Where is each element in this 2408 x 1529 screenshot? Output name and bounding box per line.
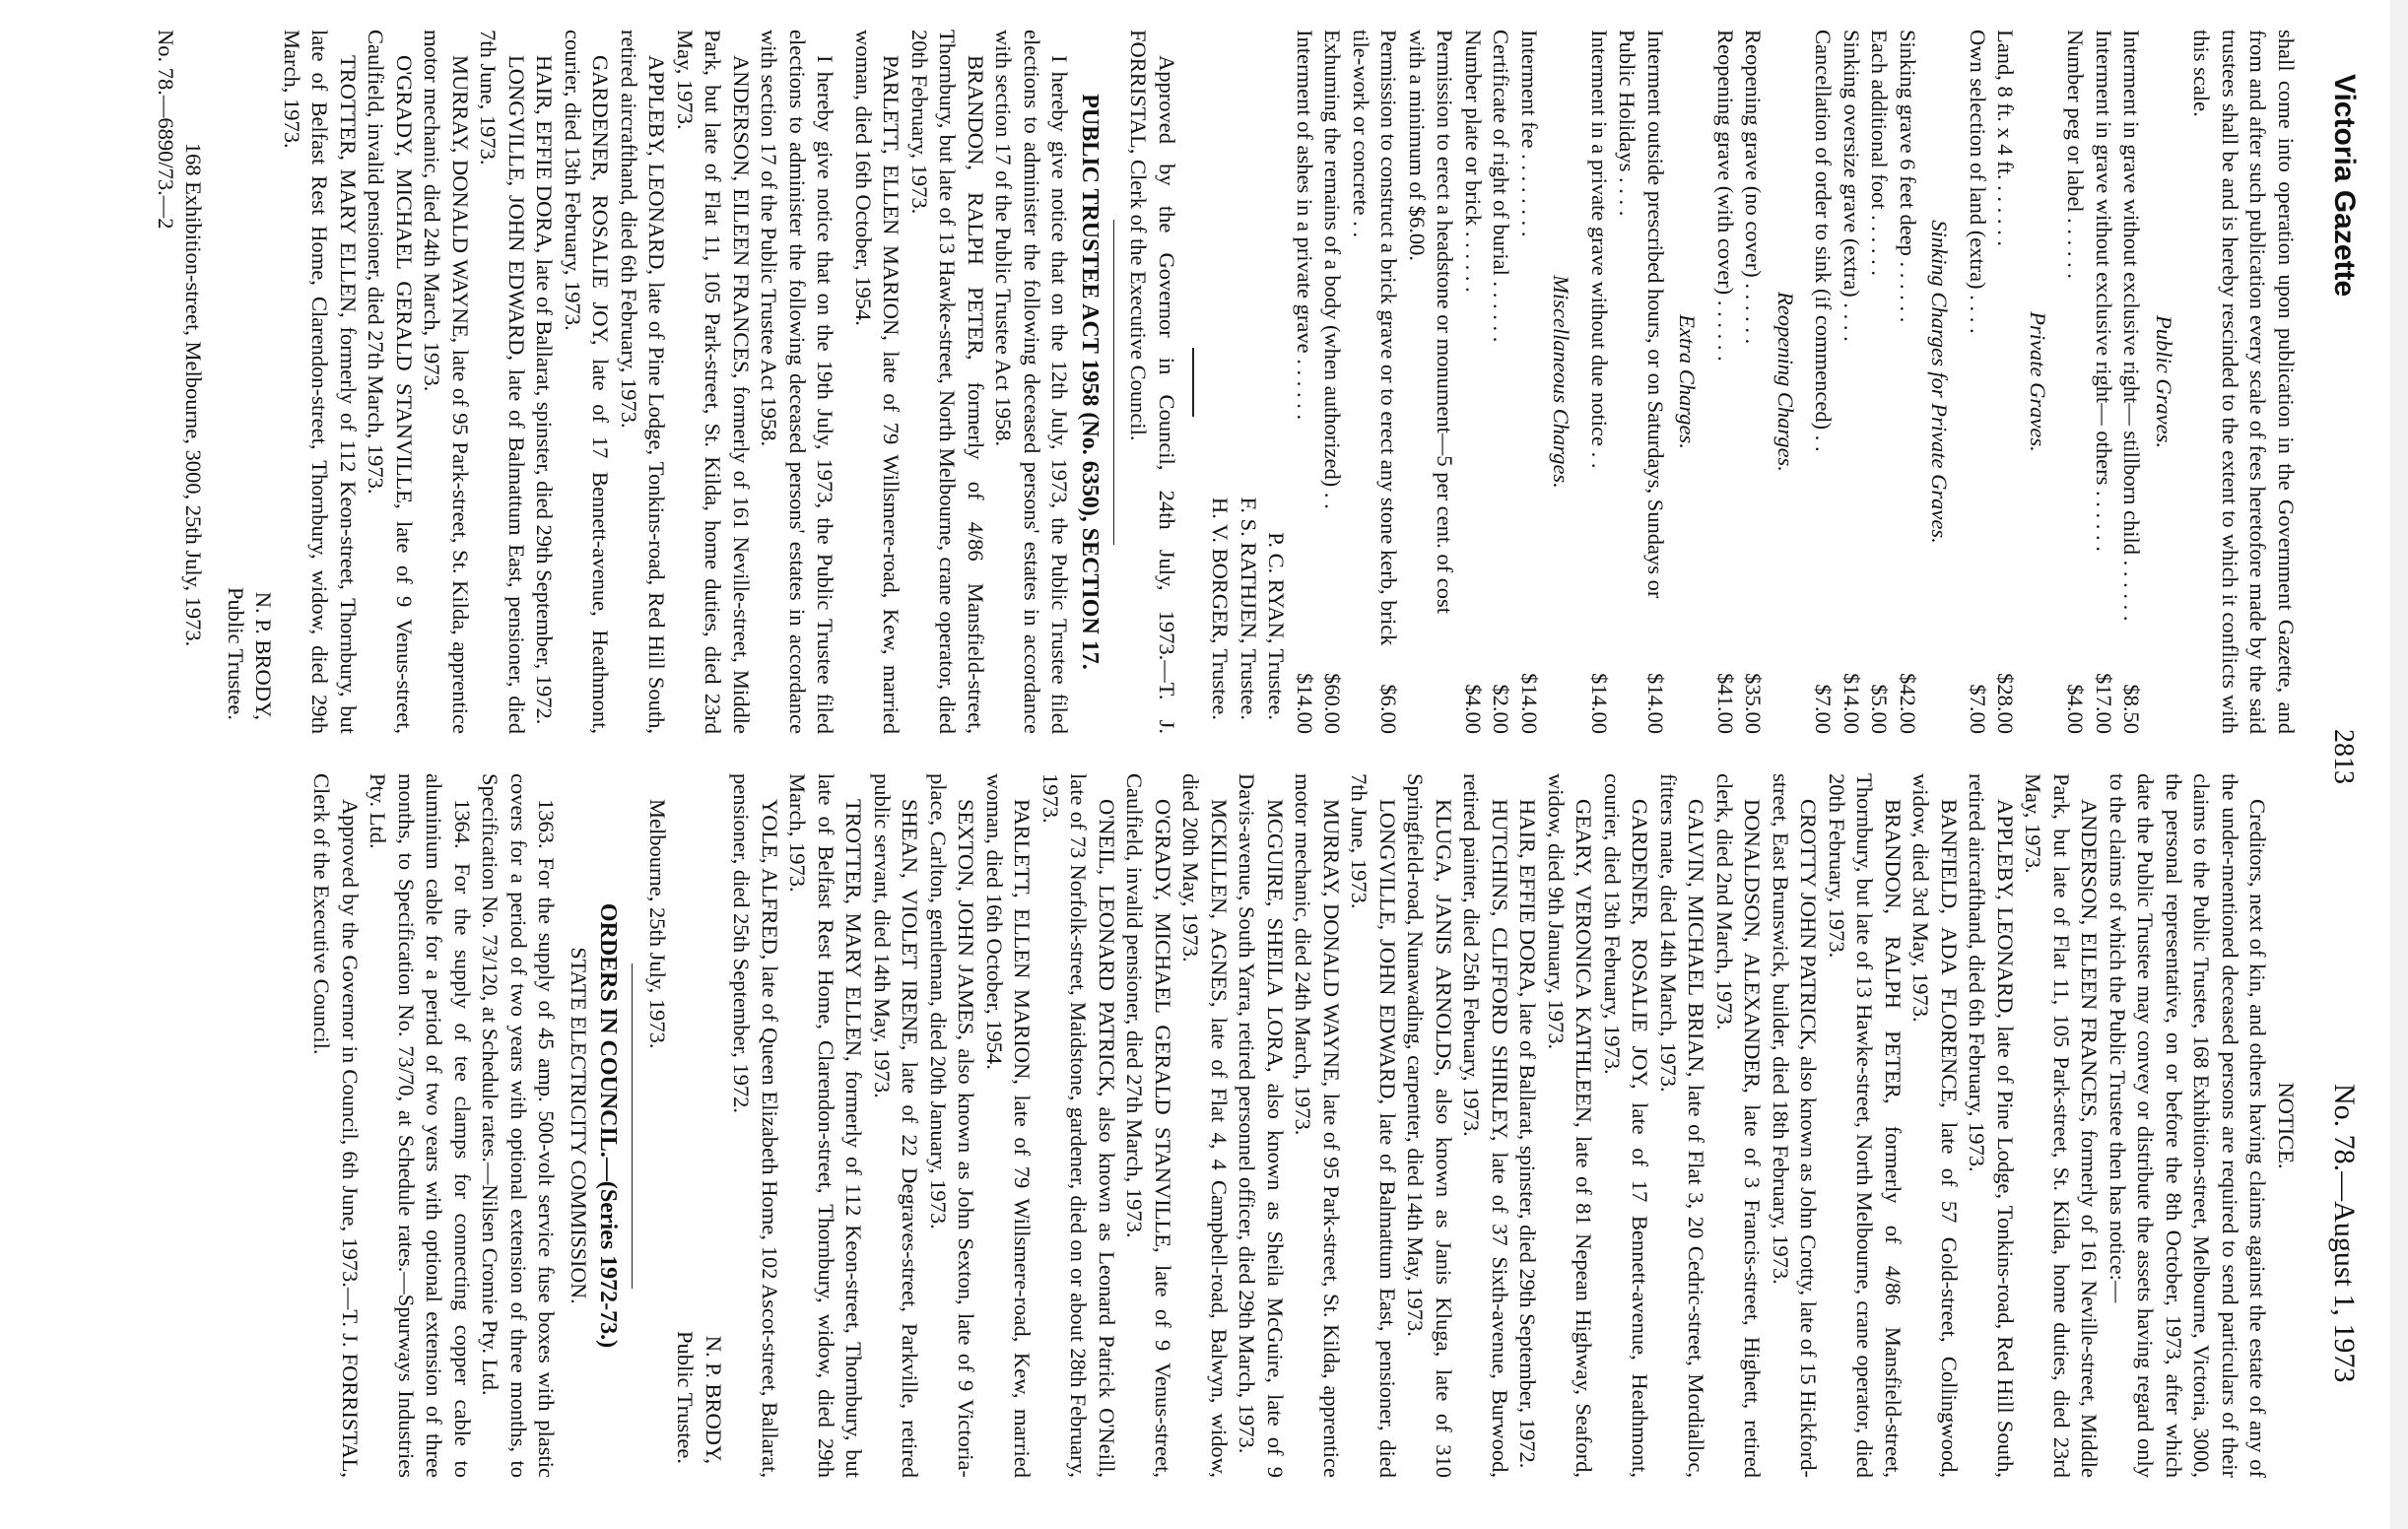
estate-detail: formerly of 4/86 Mansfield-street, Thornbury, but late of 13 Hawke-street, North Melbourne, crane operator, died 20th February, 1973. xyxy=(907,30,988,734)
estate-entry xyxy=(1176,773,1233,1478)
estate-name: O'GRADY, MICHAEL GERALD STANVILLE, xyxy=(392,55,417,509)
act-heading: PUBLIC TRUSTEE ACT 1958 (No. 6350), SECTION 17. xyxy=(1077,94,1103,670)
trustee-signature: P. C. RYAN, Trustee. xyxy=(1264,532,1290,720)
misc-list xyxy=(1291,30,1544,734)
fee-amount: $7.00 xyxy=(1811,684,1837,734)
fee-amount: $14.00 xyxy=(1293,673,1317,734)
estate-detail: late of 79 Willsmere-road, Kew, married woman, died 16th October, 1954. xyxy=(851,30,904,734)
estate-entry xyxy=(1037,773,1121,1478)
estate-detail: late of 37 Sixth-avenue, Burwood, retired painter, died 25th February, 1973. xyxy=(1459,773,1512,1478)
estate-name: PARLETT, ELLEN MARION, xyxy=(879,55,904,341)
fee-row xyxy=(1865,30,1894,734)
estate-entry xyxy=(1289,773,1345,1478)
estate-detail: also known as John Crotty, late of 15 Hickford-street, East Brunswick, builder, died 18th February, 1973. xyxy=(1769,773,1822,1478)
estate-detail: late of Balmattum East, pensioner, died 7th June, 1973. xyxy=(1347,773,1400,1478)
issue-date: No. 78.—August 1, 1973 xyxy=(2328,1084,2361,1383)
estate-name: HUTCHINS, CLIFFORD SHIRLEY, xyxy=(1488,799,1512,1142)
extra-list xyxy=(1585,30,1670,734)
fee-amount: $17.00 xyxy=(2092,673,2116,734)
estate-entry xyxy=(671,30,756,734)
estate-entry xyxy=(1598,773,1654,1478)
trustee-signature: H. V. BORGER, Trustee. xyxy=(1208,497,1234,720)
reopening-list xyxy=(1711,30,1768,734)
estate-detail: also known as Leonard Patrick O'Neill, late of 73 Norfolk-street, Maidstone, gardener, died on or about 28th February, 1973. xyxy=(1038,773,1119,1479)
fee-amount: $8.50 xyxy=(2119,684,2145,734)
fee-amount: $41.00 xyxy=(1713,673,1738,734)
estate-name: TROTTER, MARY ELLEN, xyxy=(841,799,867,1062)
estate-detail: late of 9 Venus-street, Caulfield, invalid pensioner, died 27th March, 1973. xyxy=(1122,773,1175,1479)
estate-name: HAIR, EFFIE DORA, xyxy=(1515,799,1541,998)
public-graves-heading: Public Graves. xyxy=(2152,315,2176,448)
fee-label: Cancellation of order to sink (if commenced) . . xyxy=(1811,30,1837,452)
signature-title: Public Trustee. xyxy=(673,1330,699,1464)
estate-name: APPLEBY, LEONARD, xyxy=(1993,799,2018,1020)
estate-name: APPLEBY, LEONARD, xyxy=(644,55,670,276)
estate-detail: late of 17 Bennett-avenue, Heathmont, courier, died 13th February, 1973. xyxy=(561,30,614,734)
estate-detail: formerly of 112 Keon-street, Thornbury, but late of Belfast Rest Home, Clarendon-street, Thornbury, widow, died 29th March, 1973. xyxy=(785,773,867,1478)
estate-detail: also known as Sheila McGuire, late of 9 Davis-avenue, South Yarra, retired personnel officer, died 29th March, 1973. xyxy=(1235,773,1288,1478)
misc-heading: Miscellaneous Charges. xyxy=(1549,275,1574,489)
fee-amount: $28.00 xyxy=(1993,673,2019,734)
estate-name: MURRAY, DONALD WAYNE, xyxy=(1319,799,1344,1088)
fee-row xyxy=(1838,30,1866,734)
estate-name: SEXTON, JOHN JAMES, xyxy=(954,799,979,1041)
estate-name: HAIR, EFFIE DORA, xyxy=(532,55,558,254)
estate-detail: late of 95 Park-street, St. Kilda, apprentice motor mechanic, died 24th March, 1973. xyxy=(1291,773,1344,1479)
creditor-notice-list xyxy=(727,773,2104,1478)
estate-name: MURRAY, DONALD WAYNE, xyxy=(448,55,473,344)
fee-label: Number plate or brick . . . . . . xyxy=(1461,30,1486,293)
estate-entry xyxy=(362,30,418,734)
office-address: 168 Exhibition-street, Melbourne, 3000, 25th July, 1973. xyxy=(181,142,207,647)
fee-label: Land, 8 ft. x 4 ft. . . . . . . xyxy=(1993,30,2019,246)
estate-detail: late of 9 Venus-street, Caulfield, invalid pensioner, died 27th March, 1973. xyxy=(364,30,417,735)
fee-amount: $42.00 xyxy=(1896,673,1920,734)
estate-detail: formerly of 112 Keon-street, Thornbury, but late of Belfast Rest Home, Clarendon-street, Thornbury, widow, died 29th March, 1973. xyxy=(280,30,361,734)
estate-entry xyxy=(783,773,868,1478)
commission-heading: STATE ELECTRICITY COMMISSION. xyxy=(567,947,591,1304)
estate-name: YOLE, ALFRED, xyxy=(758,799,782,961)
estate-entry xyxy=(1345,773,1401,1478)
fee-label: Permission to erect a headstone or monument—5 per cent. of cost with a minimum of $6.00. xyxy=(1405,30,1458,614)
reference-number: No. 78.—6890/73.—2 xyxy=(154,30,178,230)
signature-name: N. P. BRODY, xyxy=(251,591,277,720)
estate-name: BRANDON, RALPH PETER, xyxy=(1881,799,1906,1104)
fee-amount: $6.00 xyxy=(1376,684,1402,734)
notice-heading: NOTICE. xyxy=(2274,1082,2299,1169)
estate-name: TROTTER, MARY ELLEN, xyxy=(336,55,361,318)
orders-heading: ORDERS IN COUNCIL.—(Series 1972-73.) xyxy=(595,902,622,1349)
estate-detail: late of 57 Gold-street, Collingwood, widow, died 3rd May, 1973. xyxy=(1908,773,1962,1478)
scale-intro: shall come into operation upon publication in the Government Gazette, and from and after such publication every scale of fees heretofore made by the said trustees shall be and is hereby rescinded to the extent to which it conflicts with this scale. xyxy=(2189,30,2299,734)
fee-amount xyxy=(1403,655,1459,734)
estate-name: SHEAN, VIOLET IRENE, xyxy=(898,799,923,1051)
fee-row xyxy=(1459,30,1488,734)
fee-amount: $35.00 xyxy=(1741,673,1767,734)
estate-entry xyxy=(924,773,980,1478)
fee-label: Interment of ashes in a private grave . . . . . . xyxy=(1293,30,1317,421)
estate-detail: formerly of 4/86 Mansfield-street, Thornbury, but late of 13 Hawke-street, North Melbourne, crane operator, died 20th February, 1973. xyxy=(1825,773,1906,1478)
estate-detail: late of 79 Willsmere-road, Kew, married woman, died 16th October, 1954. xyxy=(982,773,1036,1478)
estate-detail: formerly of 161 Neville-street, Middle Park, but late of Flat 11, 105 Park-street, St. Kilda, home duties, died 23rd May, 1973. xyxy=(673,30,754,734)
fee-row xyxy=(1515,30,1544,734)
fee-label: Interment outside prescribed hours, or on Saturdays, Sundays or Public Holidays . . . . xyxy=(1615,30,1668,599)
sinking-heading: Sinking Charges for Private Graves. xyxy=(1927,220,1953,544)
estate-entry xyxy=(559,30,615,734)
trustee-signature: F. S. RATHJEN, Trustee. xyxy=(1237,497,1261,720)
order-item: 1364. For the supply of tee clamps for connecting copper cable to aluminium cable for a period of two years with optional extension of three months, to Specification No. 73/70, at Schedule rates.—Spurways Industries Pty. Ltd. xyxy=(366,773,475,1478)
estate-name: GALVIN, MICHAEL BRIAN, xyxy=(1684,799,1709,1078)
left-column xyxy=(152,30,2301,734)
estate-entry xyxy=(1654,773,1710,1478)
estate-entry xyxy=(1767,773,1823,1478)
estate-entry xyxy=(849,30,905,734)
estate-detail: late of 17 Bennett-avenue, Heathmont, courier, died 13th February, 1973. xyxy=(1600,773,1653,1478)
estate-detail: formerly of 161 Neville-street, Middle Park, but late of Flat 11, 105 Park-street, St. Kilda, home duties, died 23rd May, 1973. xyxy=(2021,773,2103,1478)
estate-entry xyxy=(1542,773,1598,1478)
fee-amount: $14.00 xyxy=(1839,673,1864,734)
estate-detail: late of 22 Degraves-street, Parkville, retired public servant, died 14th May, 1973. xyxy=(870,773,923,1478)
fee-row xyxy=(1403,30,1459,734)
fee-label: Sinking grave 6 feet deep . . . . . . xyxy=(1896,30,1920,323)
estate-entry xyxy=(727,773,783,1478)
estate-name: CROTTY JOHN PATRICK, xyxy=(1796,799,1822,1051)
estate-detail: late of Pine Lodge, Tonkins-road, Red Hill South, retired aircrafthand, died 6th February, 1973. xyxy=(1965,773,2018,1478)
estate-detail: late of Ballarat, spinster, died 29th September, 1972. xyxy=(1515,1002,1541,1469)
public-graves-list xyxy=(2061,30,2146,734)
fee-label: Each additional foot . . . . . . xyxy=(1867,30,1893,276)
place-date: Melbourne, 25th July, 1973. xyxy=(645,799,670,1049)
estate-entry xyxy=(1710,773,1767,1478)
fee-label: Permission to construct a brick grave or to erect any stone kerb, brick tile-work or concrete . . xyxy=(1349,30,1402,646)
fee-amount: $60.00 xyxy=(1320,673,1346,734)
estate-entry xyxy=(1823,773,1907,1478)
estate-entry xyxy=(1401,773,1457,1478)
estate-name: BANFIELD, ADA FLORENCE, xyxy=(1937,799,1962,1108)
estate-name: DONALDSON, ALEXANDER, xyxy=(1740,799,1766,1094)
estate-name: MCKILLEN, AGNES, xyxy=(1207,799,1232,1008)
extra-heading: Extra Charges. xyxy=(1675,314,1701,449)
fee-label: Interment fee . . . . . . . . xyxy=(1517,30,1542,237)
estate-name: BRANDON, RALPH PETER, xyxy=(964,55,988,361)
estate-name: GARDENER, ROSALIE JOY, xyxy=(1628,799,1653,1090)
estate-entry xyxy=(278,30,363,734)
fee-label: Certificate of right of burial . . . . . . xyxy=(1489,30,1514,343)
estate-name: LONGVILLE, JOHN EDWARD, xyxy=(504,55,529,361)
fee-label: Sinking oversize grave (extra) . . . . xyxy=(1839,30,1864,342)
estate-detail: late of Balmattum East, pensioner, died 7th June, 1973. xyxy=(476,30,529,734)
estate-detail: late of Queen Elizabeth Home, 102 Ascot-street, Ballarat, pensioner, died 25th September, 1972. xyxy=(729,773,782,1478)
fee-amount: $14.00 xyxy=(1587,673,1612,734)
fee-row xyxy=(1739,30,1768,734)
estate-name: KLUGA, JANIS ARNOLDS, xyxy=(1432,799,1456,1077)
gazette-title: Victoria Gazette xyxy=(2328,74,2361,298)
estate-name: O'NEIL, LEONARD PATRICK, xyxy=(1095,799,1119,1097)
estate-entry xyxy=(418,30,474,734)
fee-row xyxy=(1318,30,1347,734)
approval-note: Approved by the Governor in Council, 6th June, 1973.—T. J. FORRISTAL, Clerk of the Executive Council. xyxy=(309,773,363,1478)
estate-name: O'GRADY, MICHAEL GERALD STANVILLE, xyxy=(1151,799,1175,1253)
estate-name: MCGUIRE, SHEILA LORA, xyxy=(1263,799,1288,1073)
estate-entry xyxy=(1513,773,1542,1478)
notice-paragraph: I hereby give notice that on the 12th July, 1973, the Public Trustee filed elections to administer the following deceased persons' estates in accordance with section 17 of the Public Trustee Act 1958. xyxy=(991,30,1073,734)
fee-amount: $4.00 xyxy=(1461,684,1486,734)
estate-detail: late of Pine Lodge, Tonkins-road, Red Hill South, retired aircrafthand, died 6th February, 1973. xyxy=(617,30,670,734)
fee-row xyxy=(1291,30,1319,734)
estate-entry xyxy=(1233,773,1289,1478)
fee-row xyxy=(2090,30,2118,734)
estate-entry xyxy=(530,30,559,734)
fee-label: Reopening grave (no cover) . . . . . . xyxy=(1741,30,1767,345)
divider xyxy=(1192,348,1194,417)
fee-label: Exhuming the remains of a body (when authorized) . . xyxy=(1320,30,1346,509)
fee-row xyxy=(1991,30,2020,734)
estate-entry xyxy=(1906,773,1963,1478)
fee-row xyxy=(1347,30,1403,734)
fee-row xyxy=(2117,30,2146,734)
estate-detail: late of 95 Park-street, St. Kilda, apprentice motor mechanic, died 24th March, 1973. xyxy=(420,30,473,735)
sinking-list xyxy=(1809,30,1921,734)
estate-name: LONGVILLE, JOHN EDWARD, xyxy=(1375,799,1400,1104)
fee-row xyxy=(1964,30,1992,734)
approval-note: Approved by the Governor in Council, 24th July, 1973.—T. J. FORRISTAL, Clerk of the Executive Council. xyxy=(1126,30,1179,734)
estate-name: ANDERSON, EILEEN FRANCES, xyxy=(729,55,754,379)
fee-row xyxy=(2061,30,2090,734)
private-graves-list xyxy=(1964,30,2020,734)
fee-row xyxy=(1809,30,1838,734)
private-graves-heading: Private Graves. xyxy=(2026,311,2050,452)
fee-label: Interment in grave without exclusive right— others . . . . . . xyxy=(2092,30,2116,552)
fee-amount: $4.00 xyxy=(2063,684,2089,734)
estate-entry xyxy=(1963,773,2019,1478)
right-column xyxy=(307,773,2300,1478)
estate-name: GARDENER, ROSALIE JOY, xyxy=(588,55,614,346)
fee-amount: $5.00 xyxy=(1867,684,1893,734)
estate-entry xyxy=(2019,773,2104,1478)
estate-detail: also known as John Sexton, late of 9 Victoria-place, Carlton, gentleman, died 20th January, 1973. xyxy=(926,773,979,1478)
signature-title: Public Trustee. xyxy=(224,586,248,720)
estate-detail: also known as Janis Kluga, late of 310 Springfield-road, Nunawading, carpenter, died 14th May, 1973. xyxy=(1403,773,1456,1478)
fee-row xyxy=(1894,30,1922,734)
estate-detail: late of 3 Francis-street, Highett, retired clerk, died 2nd March, 1973. xyxy=(1712,773,1766,1478)
page-header xyxy=(2300,0,2408,1529)
estate-entry xyxy=(905,30,990,734)
fee-amount: $7.00 xyxy=(1966,684,1990,734)
fee-label: Interment in a private grave without due notice . . xyxy=(1587,30,1612,469)
estate-detail: late of 81 Nepean Highway, Seaford, widow, died 9th January, 1973. xyxy=(1544,773,1597,1478)
notice-paragraph: Creditors, next of kin, and others having claims against the estate of any of the under-mentioned deceased persons are required to send particulars of their claims to the Public Trustee, 168 Exhibition-street, Melbourne, Victoria, 3000, the personal representative, on or before the 8th October, 1973, after which date the Public Trustee may convey or distribute the assets having regard only to the claims of which the Public Trustee then has notice:— xyxy=(2106,773,2271,1478)
estate-entry xyxy=(1457,773,1513,1478)
estate-detail: late of Flat 3, 20 Cedric-street, Mordialloc, fitters mate, died 14th March, 1973. xyxy=(1656,773,1709,1478)
fee-label: Own selection of land (extra) . . . . xyxy=(1966,30,1990,334)
fee-row xyxy=(1487,30,1515,734)
divider xyxy=(633,964,634,1289)
estate-name: ANDERSON, EILEEN FRANCES, xyxy=(2077,799,2103,1123)
fee-row xyxy=(1711,30,1740,734)
estate-detail: late of Ballarat, spinster, died 29th September, 1972. xyxy=(532,258,558,725)
estate-name: GEARY, VERONICA KATHLEEN, xyxy=(1572,799,1597,1128)
estate-entry xyxy=(474,30,530,734)
fee-amount: $14.00 xyxy=(1517,673,1542,734)
estate-entry xyxy=(980,773,1037,1478)
estate-name: PARLETT, ELLEN MARION, xyxy=(1010,799,1036,1085)
page-number: 2813 xyxy=(2328,729,2359,784)
fee-label: Reopening grave (with cover) . . . . . . xyxy=(1713,30,1738,362)
notice-paragraph: I hereby give notice that on the 19th July, 1973, the Public Trustee filed elections to administer the following deceased persons' estates in accordance with section 17 of the Public Trustee Act 1958. xyxy=(757,30,838,734)
order-item: 1363. For the supply of 45 amp. 500-volt service fuse boxes with plastic covers for a period of two years with optional extension of three months, to Specification No. 73/120, at Schedule rates.—Nilsen Cromie Pty. Ltd. xyxy=(478,773,560,1478)
fee-label: Number peg or label . . . . . . xyxy=(2063,30,2089,280)
signature-name: N. P. BRODY, xyxy=(702,1335,726,1464)
fee-amount: $2.00 xyxy=(1489,684,1514,734)
estate-detail: late of Flat 4, 4 Campbell-road, Balwyn, widow, died 20th May, 1973. xyxy=(1178,773,1232,1478)
estate-entry xyxy=(615,30,671,734)
estate-entry xyxy=(1120,773,1176,1478)
divider xyxy=(1113,220,1114,545)
fee-row xyxy=(1585,30,1614,734)
estate-entry xyxy=(868,773,924,1478)
fee-amount: $14.00 xyxy=(1643,673,1668,734)
fee-label: Interment in grave without exclusive right— stillborn child . . . . . . xyxy=(2119,30,2145,622)
reopening-heading: Reopening Charges. xyxy=(1773,292,1798,472)
fee-row xyxy=(1613,30,1669,734)
